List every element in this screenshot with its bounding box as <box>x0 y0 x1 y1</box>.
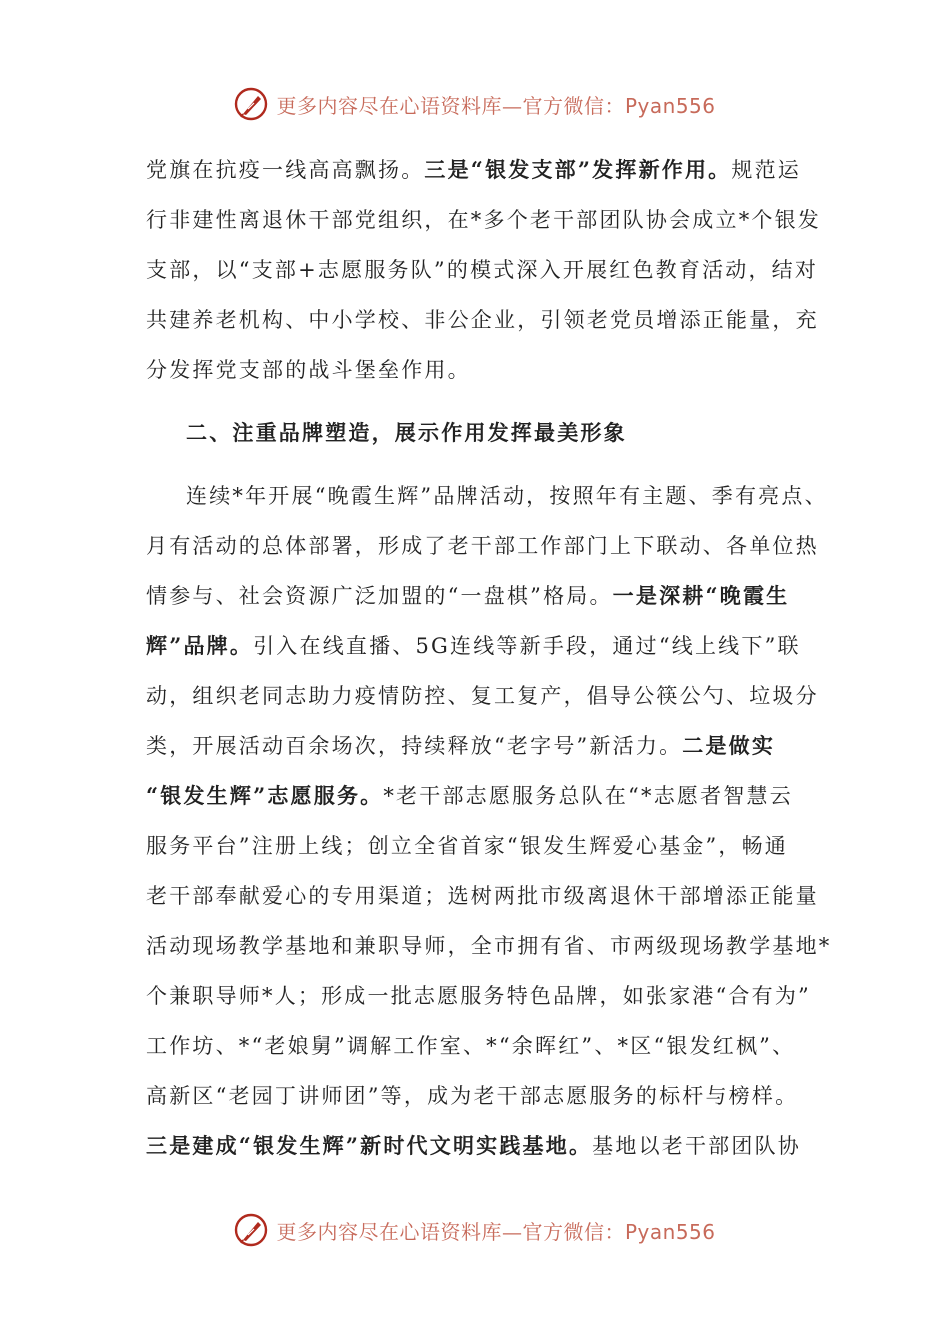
text-run: *老干部志愿服务总队在“*志愿者智慧云 <box>383 784 793 808</box>
text-line <box>146 921 832 971</box>
text-run: 情参与、社会资源广泛加盟的“一盘棋”格局。 <box>146 584 613 608</box>
text-run: 共建养老机构、中小学校、非公企业，引领老党员增添正能量，充 <box>146 308 819 332</box>
watermark-wechat-id: Pyan556 <box>624 1219 716 1244</box>
quill-logo-icon <box>234 87 268 121</box>
watermark-wechat-id: Pyan556 <box>624 93 716 118</box>
watermark-separator: — <box>501 93 523 118</box>
watermark-wechat-label: 官方微信： <box>522 1219 625 1244</box>
text-run: 月有活动的总体部署，形成了老干部工作部门上下联动、各单位热 <box>146 534 819 558</box>
watermark-main: 更多内容尽在心语资料库 <box>276 1219 502 1244</box>
text-run: 类，开展活动百余场次，持续释放“老字号”新活力。 <box>146 734 683 758</box>
watermark-separator: — <box>501 1219 523 1244</box>
text-run: 连续*年开展“晚霞生辉”品牌活动，按照年有主题、季有亮点、 <box>186 484 828 508</box>
text-run: 服务平台”注册上线；创立全省首家“银发生辉爱心基金”，畅通 <box>146 834 789 858</box>
watermark-banner-top <box>0 84 950 124</box>
text-run: 工作坊、*“老娘舅”调解工作室、*“余晖红”、*区“银发红枫”、 <box>146 1034 796 1058</box>
text-line <box>146 521 824 571</box>
text-run: 基地以老干部团队协 <box>592 1134 801 1158</box>
text-line <box>146 821 824 871</box>
bold-run: 一是深耕“晚霞生 <box>612 583 790 608</box>
text-line <box>146 671 824 721</box>
text-run: 规范运 <box>731 158 801 182</box>
text-run: 党旗在抗疫一线高高飘扬。 <box>146 158 425 182</box>
bold-run: 三是建成“银发生辉”新时代文明实践基地。 <box>146 1133 593 1158</box>
paragraph-2 <box>146 471 832 1171</box>
text-run: 分发挥党支部的战斗堡垒作用。 <box>146 358 471 382</box>
text-line <box>146 1121 824 1171</box>
text-line <box>146 245 824 295</box>
text-run: 支部，以“支部+志愿服务队”的模式深入开展红色教育活动，结对 <box>146 258 819 282</box>
text-run: 老干部奉献爱心的专用渠道；选树两批市级离退休干部增添正能量 <box>146 884 819 908</box>
watermark-banner-bottom <box>0 1210 950 1250</box>
text-line <box>146 771 824 821</box>
watermark-wechat-label: 官方微信： <box>522 93 625 118</box>
text-line <box>146 345 824 395</box>
text-run: 动，组织老同志助力疫情防控、复工复产，倡导公筷公勺、垃圾分 <box>146 684 819 708</box>
paragraph-1 <box>146 145 824 395</box>
watermark-text <box>276 1216 715 1245</box>
text-line <box>146 195 824 245</box>
text-line <box>146 621 824 671</box>
text-line <box>146 1021 824 1071</box>
document-body <box>146 145 832 1171</box>
text-run: 个兼职导师*人；形成一批志愿服务特色品牌，如张家港“合有为” <box>146 984 811 1008</box>
text-line <box>146 295 824 345</box>
text-run: 行非建性离退休干部党组织，在*多个老干部团队协会成立*个银发 <box>146 208 821 232</box>
text-run: 引入在线直播、5G连线等新手段，通过“线上线下”联 <box>253 634 801 658</box>
text-line <box>146 145 824 195</box>
text-line <box>146 471 828 521</box>
watermark-main: 更多内容尽在心语资料库 <box>276 93 502 118</box>
bold-run: 三是“银发支部”发挥新作用。 <box>424 157 732 182</box>
bold-run: 辉”品牌。 <box>146 633 254 658</box>
quill-logo-icon <box>234 1213 268 1247</box>
bold-run: “银发生辉”志愿服务。 <box>146 783 384 808</box>
text-line <box>146 971 824 1021</box>
text-line <box>146 721 824 771</box>
text-run: 高新区“老园丁讲师团”等，成为老干部志愿服务的标杆与榜样。 <box>146 1084 799 1108</box>
text-line <box>146 571 824 621</box>
section-heading: 二、注重品牌塑造，展示作用发挥最美形象 <box>186 420 627 445</box>
watermark-text <box>276 90 715 119</box>
bold-run: 二是做实 <box>682 733 776 758</box>
text-run: 活动现场教学基地和兼职导师，全市拥有省、市两级现场教学基地* <box>146 934 832 958</box>
text-line <box>146 871 824 921</box>
text-line <box>146 1071 824 1121</box>
